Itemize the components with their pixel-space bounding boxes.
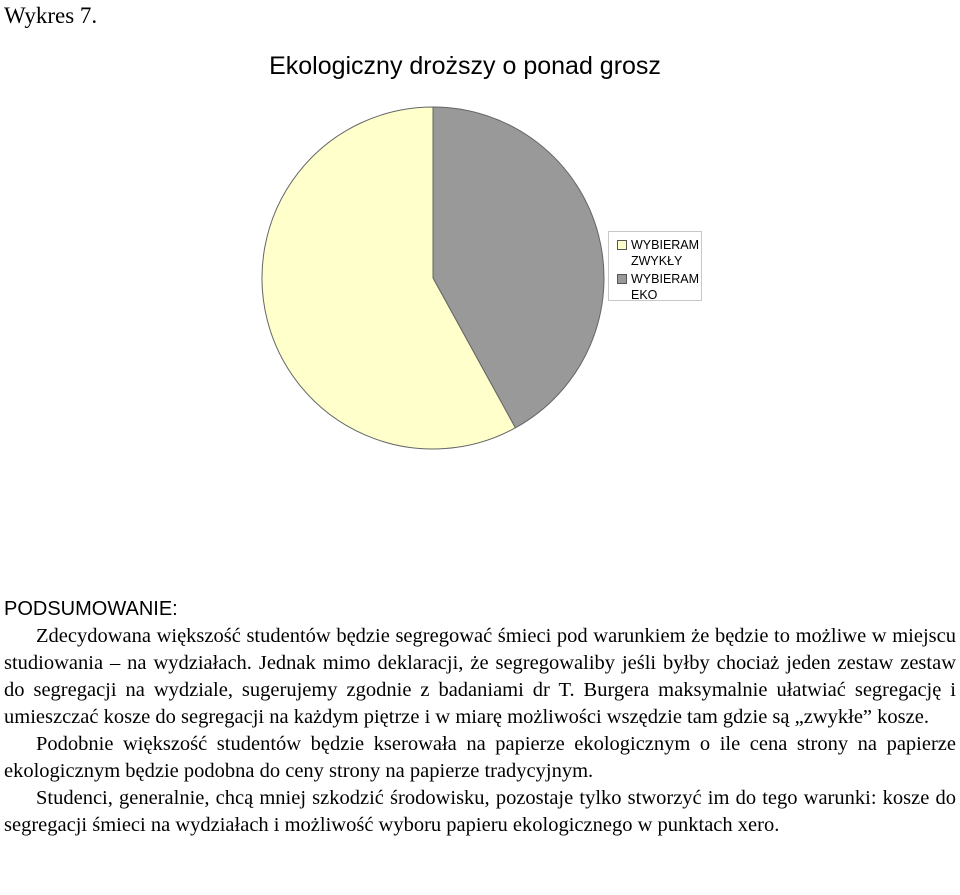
figure-caption: Wykres 7. <box>4 3 98 28</box>
legend-swatch-zwykly <box>617 240 627 250</box>
legend-item-zwykly <box>617 237 700 269</box>
pie-chart <box>0 95 960 455</box>
summary-paragraph: Podobnie większość studentów będzie kserowała na papierze ekologicznym o ile cena strony na papierze ekologicznym będzie podobna do ceny strony na papierze tradycyjnym. <box>4 733 956 782</box>
summary-section <box>4 596 956 839</box>
legend-item-eko <box>617 271 700 303</box>
legend-swatch-eko <box>617 274 627 284</box>
legend-label-zwykly: WYBIERAM ZWYKŁY <box>631 238 700 268</box>
legend-label-eko: WYBIERAM EKO <box>631 272 700 302</box>
chart-legend <box>608 231 702 301</box>
summary-paragraph: Studenci, generalnie, chcą mniej szkodzić środowisku, pozostaje tylko stworzyć im do tego warunki: kosze do segregacji śmieci na wydziałach i możliwość wyboru papieru ekologicznego w punktach xero. <box>4 787 956 836</box>
chart-title: Ekologiczny droższy o ponad grosz <box>269 52 661 80</box>
summary-paragraph: Zdecydowana większość studentów będzie segregować śmieci pod warunkiem że będzie to możliwe w miejscu studiowania – na wydziałach. Jednak mimo deklaracji, że segregowaliby jeśli byłby chociaż jeden zestaw zestaw do segregacji na wydziale, sugerujemy zgodnie z badaniami dr T. Burgera maksymalnie ułatwiać segregację i umieszczać kosze do segregacji na każdym piętrze i w miarę możliwości wszędzie tam gdzie są „zwykłe” kosze. <box>4 625 956 728</box>
summary-heading: PODSUMOWANIE: <box>4 598 178 620</box>
